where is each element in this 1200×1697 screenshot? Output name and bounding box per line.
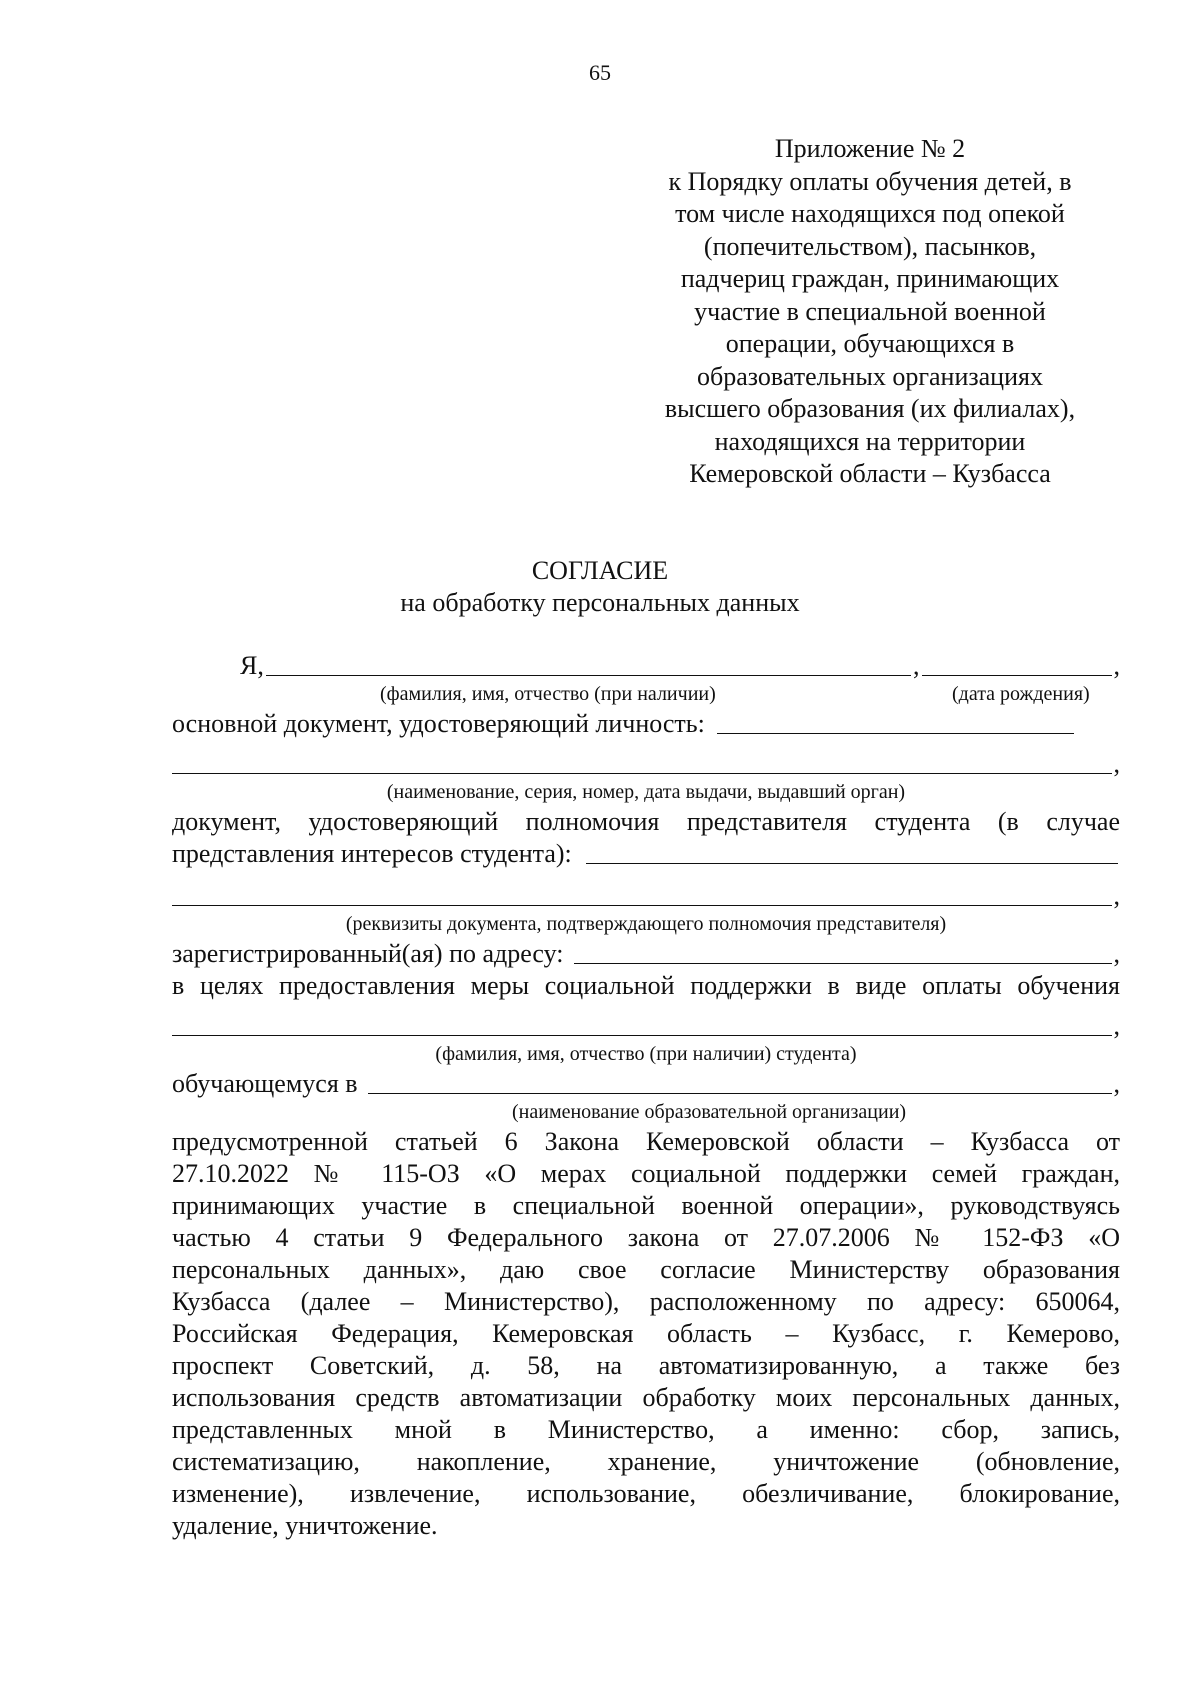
- body-line: проспект Советский, д. 58, на автоматизированную, а также без: [172, 1351, 1120, 1380]
- fio-field[interactable]: [266, 651, 911, 676]
- appendix-line: Кемеровской области – Кузбасса: [689, 459, 1051, 488]
- student-field[interactable]: [172, 1011, 1112, 1036]
- fio-row: [172, 650, 1120, 682]
- student-row: [172, 1010, 1120, 1042]
- appendix-line: участие в специальной военной: [694, 296, 1046, 326]
- comma: ,: [1113, 749, 1120, 778]
- appendix-line: падчериц граждан, принимающих: [680, 264, 1060, 293]
- birth-date-field[interactable]: [922, 651, 1112, 676]
- appendix-line: том числе находящихся под опекой: [675, 199, 1065, 228]
- appendix-line: образовательных организациях: [697, 361, 1043, 391]
- caption-organization: (наименование образовательной организации): [512, 1101, 907, 1123]
- rep-document-field[interactable]: [586, 839, 1118, 864]
- address-row: [172, 938, 1120, 970]
- appendix-line: к Порядку оплаты обучения детей, в: [668, 166, 1072, 196]
- appendix-header: [640, 133, 1100, 491]
- body-line: Кузбасса (далее – Министерство), расположенному по адресу: 650064,: [172, 1287, 1120, 1316]
- rep-document-text: документ, удостоверяющий полномочия представителя студента (в случае: [172, 807, 1120, 836]
- comma: ,: [1113, 1011, 1120, 1040]
- body-line: персональных данных», даю свое согласие Министерству образования: [172, 1255, 1120, 1284]
- comma: ,: [1113, 651, 1120, 680]
- rep-document-row-2: [172, 880, 1120, 912]
- document-subtitle: на обработку персональных данных: [400, 588, 800, 617]
- appendix-line: находящихся на территории: [714, 426, 1026, 456]
- rep-document-label: представления интересов студента):: [172, 839, 572, 868]
- address-label: зарегистрированный(ая) по адресу:: [172, 939, 564, 968]
- organization-field[interactable]: [368, 1069, 1112, 1094]
- caption-id-document: (наименование, серия, номер, дата выдачи, выдавший орган): [386, 781, 906, 803]
- comma: ,: [1113, 1069, 1120, 1098]
- body-line: принимающих участие в специальной военной операции», руководствуясь: [172, 1191, 1120, 1220]
- rep-document-field-2[interactable]: [172, 881, 1112, 906]
- caption-rep-document: (реквизиты документа, подтверждающего полномочия представителя): [345, 913, 947, 935]
- consent-body: [172, 1126, 1120, 1542]
- studying-label: обучающемуся в: [172, 1069, 358, 1098]
- purpose-text: в целях предоставления меры социальной поддержки в виде оплаты обучения: [172, 971, 1120, 1000]
- organization-row: [172, 1068, 1120, 1100]
- prefix-i: Я,: [240, 651, 264, 680]
- consent-form: [172, 650, 1120, 1542]
- body-line: частью 4 статьи 9 Федерального закона от 27.07.2006 № 152-ФЗ «О: [172, 1223, 1120, 1252]
- fio-captions: [172, 682, 1120, 708]
- body-line: предусмотренной статьей 6 Закона Кемеровской области – Кузбасса от: [172, 1127, 1120, 1156]
- id-document-row: [172, 708, 1120, 740]
- comma: ,: [1113, 939, 1120, 968]
- id-document-label: основной документ, удостоверяющий личность:: [172, 709, 705, 738]
- caption-student: (фамилия, имя, отчество (при наличии) студента): [435, 1043, 857, 1065]
- appendix-line: операции, обучающихся в: [725, 329, 1015, 358]
- appendix-line: Приложение № 2: [774, 134, 966, 163]
- body-line: систематизацию, накопление, хранение, уничтожение (обновление,: [172, 1447, 1120, 1476]
- body-line: представленных мной в Министерство, а именно: сбор, запись,: [172, 1415, 1120, 1444]
- appendix-line: (попечительством), пасынков,: [703, 231, 1037, 261]
- body-line: 27.10.2022 № 115-ОЗ «О мерах социальной поддержки семей граждан,: [172, 1159, 1120, 1188]
- page-number: 65: [589, 60, 611, 85]
- comma: ,: [913, 651, 920, 680]
- id-document-row-2: [172, 748, 1120, 780]
- comma: ,: [1113, 881, 1120, 910]
- appendix-line: высшего образования (их филиалах),: [664, 394, 1076, 423]
- body-line: изменение), извлечение, использование, обезличивание, блокирование,: [172, 1479, 1120, 1508]
- body-line: Российская Федерация, Кемеровская область – Кузбасс, г. Кемерово,: [172, 1319, 1120, 1348]
- rep-document-row: [172, 838, 1120, 870]
- caption-birth-date: (дата рождения): [952, 683, 1090, 705]
- body-line: использования средств автоматизации обработку моих персональных данных,: [172, 1383, 1120, 1412]
- address-field[interactable]: [574, 939, 1112, 964]
- body-last-line: удаление, уничтожение.: [172, 1511, 438, 1540]
- id-document-field[interactable]: [717, 709, 1074, 734]
- document-title: СОГЛАСИЕ: [531, 556, 669, 585]
- id-document-field-2[interactable]: [172, 749, 1112, 774]
- caption-fio: (фамилия, имя, отчество (при наличии): [380, 683, 716, 705]
